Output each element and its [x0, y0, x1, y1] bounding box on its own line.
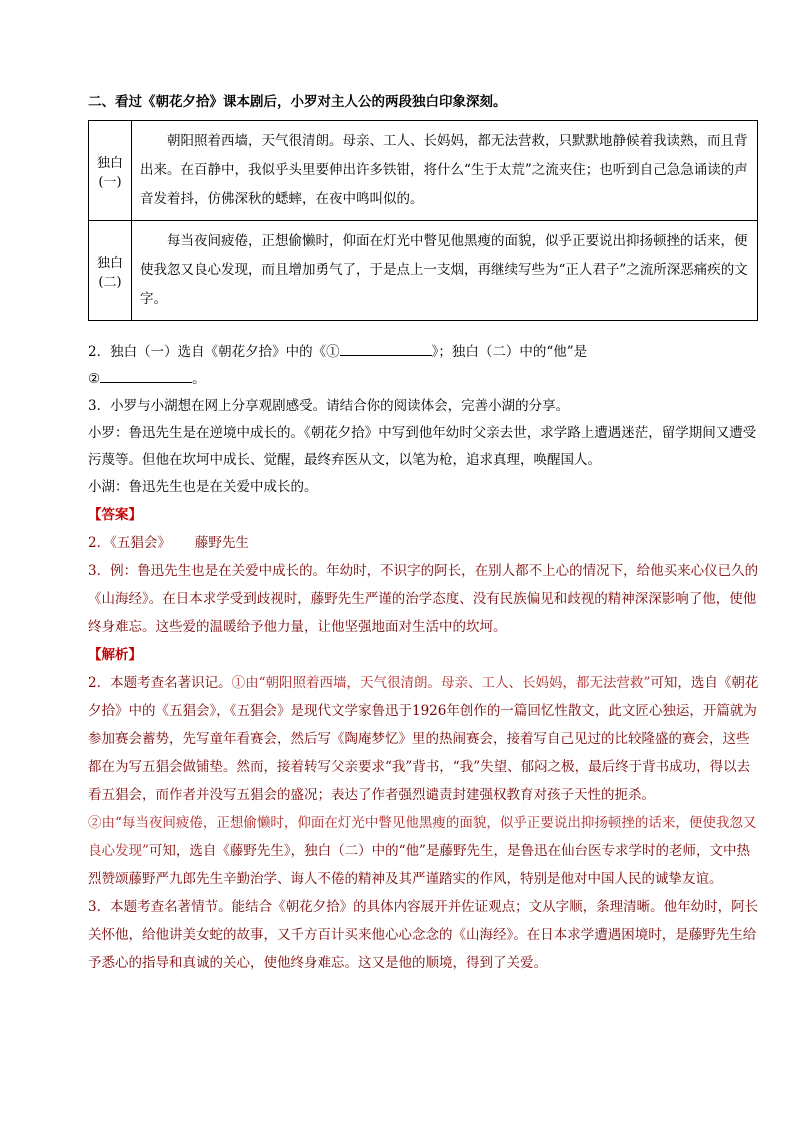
answer-3: 3．例：鲁迅先生也是在关爱中成长的。年幼时，不识字的阿长，在别人都不上心的情况下，给他买来心仪已久的《山海经》。在日本求学受到歧视时，藤野先生严谨的治学态度、没有民族偏见和歧视的精神深深影响了他，使他终身难忘。这些爱的温暖给予他力量，让他坚强地面对生活中的坎坷。	[88, 563, 759, 635]
analysis-label: 【解析】	[88, 647, 142, 663]
answer-2-a: 2．《五猖会》	[88, 535, 171, 551]
answer-blank-2[interactable]	[100, 367, 192, 383]
monologue-text	[132, 221, 758, 321]
answer-2-b: 藤野先生	[194, 535, 249, 551]
q2-text-3: ②	[88, 371, 101, 387]
monologue-label: 独白(一)	[89, 121, 132, 221]
analysis-3: 3．本题考查名著情节。能结合《朝花夕拾》的具体内容展开并佐证观点；文从字顺，条理清晰。他年幼时，阿长关怀他，给他讲美女蛇的故事，又千方百计买来他心心念念的《山海经》。在日本求学遭遇困境时，是藤野先生给予悉心的指导和真诚的关心，使他终身难忘。这又是他的顺境，得到了关爱。	[88, 899, 759, 971]
monologue-text	[132, 121, 758, 221]
monologue-paragraph: 朝阳照着西墙，天气很清朗。母亲、工人、长妈妈，都无法营救，只默默地静候着我读熟，而且背出来。在百静中，我似乎头里要伸出许多铁钳，将什么“生于太荒”之流夹住；也听到自己急急诵读的声音发着抖，仿佛深秋的蟋蟀，在夜中鸣叫似的。	[140, 133, 748, 207]
answer-2	[88, 529, 760, 557]
answer-blank-1[interactable]	[340, 340, 432, 356]
question-2	[88, 339, 760, 393]
section-heading: 二、看过《朝花夕拾》课本剧后，小罗对主人公的两段独白印象深刻。	[88, 94, 507, 110]
q2-text-1: 2．独白（一）选自《朝花夕拾》中的《①	[88, 344, 340, 360]
analysis-2-intro: 2．本题考查名著识记。	[88, 675, 232, 691]
analysis-2-body1: 可知，选自《朝花夕拾》中的《五猖会》，《五猖会》是现代文学家鲁迅于1926年创作的一篇回忆性散文，此文匠心独运，开篇就为参加赛会蓄势，先写童年看赛会，然后写《陶庵梦忆》里的热闹赛会，接着写自己见过的比较隆盛的赛会，这些都在为写五猖会做铺垫。然而，接着转写父亲要求“我”背书，“我”失望、郁闷之极，最后终于背书成功，得以去看五猖会，而作者并没写五猖会的盛况；表达了作者强烈谴责封建强权教育对孩子天性的扼杀。	[88, 675, 759, 803]
monologue-row	[89, 121, 758, 221]
analysis-2-body2: 可知，选自《藤野先生》，独白（二）中的“他”是藤野先生，是鲁迅在仙台医专求学时的老师，文中热烈赞颂藤野严九郎先生辛勤治学、诲人不倦的精神及其严谨踏实的作风，特别是他对中国人民的诚挚友谊。	[88, 843, 750, 887]
xiaoluo-share: 小罗：鲁迅先生是在逆境中成长的。《朝花夕拾》中写到他年幼时父亲去世，求学路上遭遇迷茫，留学期间又遭受污蔑等。但他在坎坷中成长、觉醒，最终弃医从文，以笔为枪，追求真理，唤醒国人。	[88, 425, 757, 468]
monologue-row	[89, 221, 758, 321]
q2-text-4: 。	[192, 371, 206, 387]
monologue-label: 独白(二)	[89, 221, 132, 321]
analysis-2-quote2: ②由“每当夜间疲倦，正想偷懒时，仰面在灯光中瞥见他黑瘦的面貌，似乎正要说出抑扬顿挫的话来，便使我忽又良心发现”	[88, 815, 757, 859]
question-3-prompt: 3．小罗与小湖想在网上分享观剧感受。请结合你的阅读体会，完善小湖的分享。	[88, 398, 570, 414]
monologue-table	[88, 120, 758, 321]
answer-label: 【答案】	[88, 507, 142, 523]
analysis-2-quote1: ①由“朝阳照着西墙，天气很清朗。母亲、工人、长妈妈，都无法营救”	[231, 675, 651, 691]
monologue-paragraph: 每当夜间疲倦，正想偷懒时，仰面在灯光中瞥见他黑瘦的面貌，似乎正要说出抑扬顿挫的话来，便使我忽又良心发现，而且增加勇气了，于是点上一支烟，再继续写些为“正人君子”之流所深恶痛疾的文字。	[140, 233, 748, 307]
worksheet-page	[88, 92, 760, 977]
analysis-2-part1	[88, 669, 760, 809]
xiaohu-share: 小湖：鲁迅先生也是在关爱中成长的。	[88, 479, 318, 495]
q2-text-2: 》；独白（二）中的“他”是	[431, 344, 588, 360]
analysis-2-part2	[88, 809, 760, 893]
